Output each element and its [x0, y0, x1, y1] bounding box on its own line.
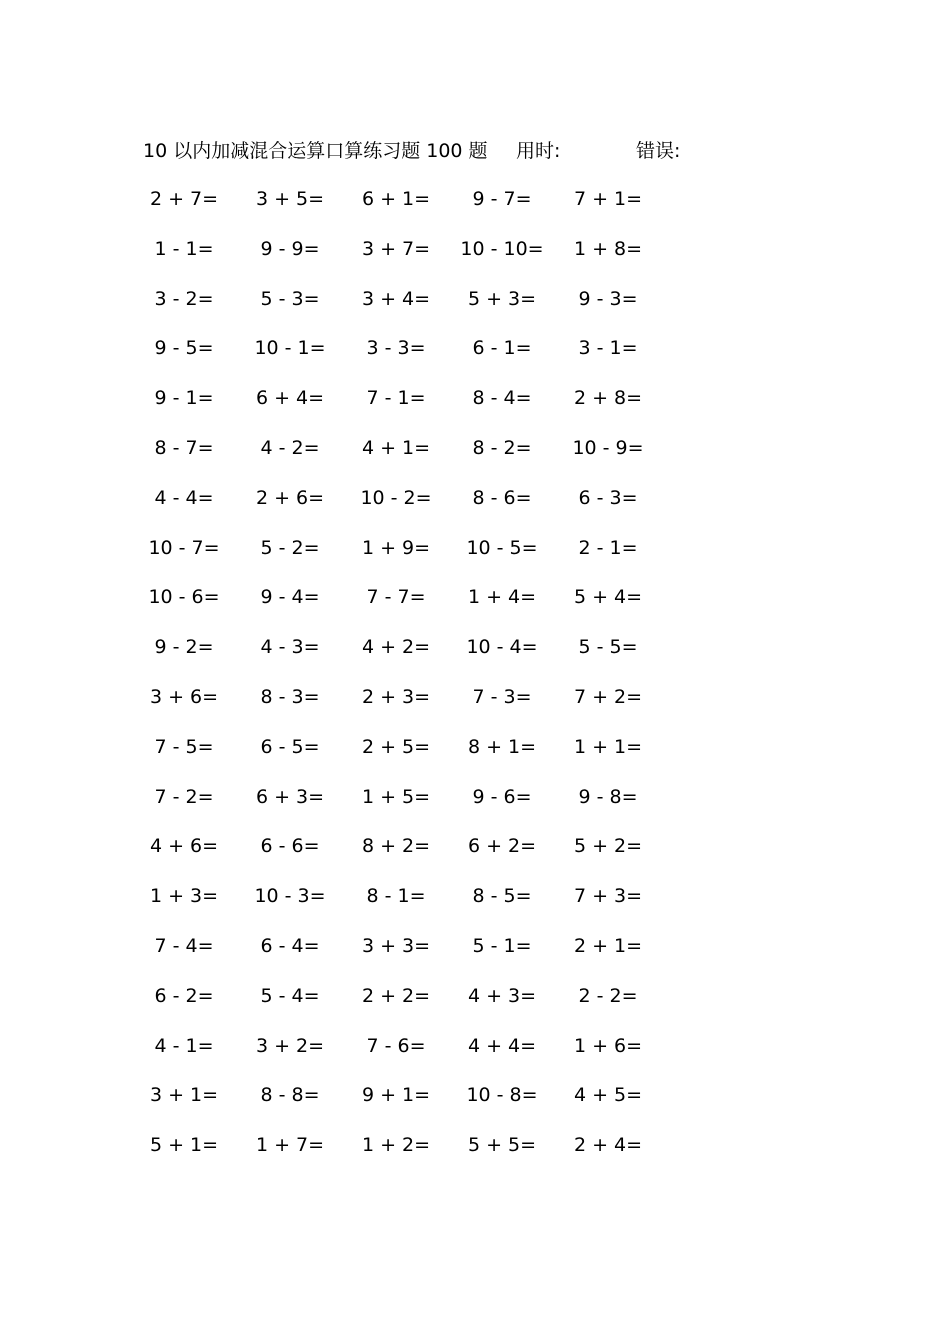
- arithmetic-problem: 5 + 1=: [149, 1134, 219, 1157]
- arithmetic-problem: 10 - 7=: [148, 536, 220, 559]
- arithmetic-problem: 6 + 2=: [467, 835, 537, 858]
- arithmetic-problem: 7 - 1=: [366, 387, 426, 410]
- arithmetic-problem: 6 - 3=: [578, 486, 638, 509]
- arithmetic-problem: 2 + 4=: [573, 1134, 643, 1157]
- arithmetic-problem: 4 - 3=: [260, 636, 320, 659]
- arithmetic-problem: 6 - 4=: [260, 935, 320, 957]
- arithmetic-problem: 10 - 1=: [254, 337, 326, 360]
- arithmetic-problem: 3 + 3=: [361, 935, 431, 957]
- arithmetic-problem: 8 + 1=: [467, 735, 537, 758]
- arithmetic-problem: 10 - 2=: [360, 486, 432, 509]
- arithmetic-problem: 9 - 6=: [472, 785, 532, 808]
- arithmetic-problem: 8 - 1=: [366, 885, 426, 908]
- arithmetic-problem: 2 - 1=: [578, 536, 638, 559]
- arithmetic-problem: 7 - 3=: [472, 686, 532, 708]
- arithmetic-problem: 4 + 3=: [467, 984, 537, 1007]
- arithmetic-problem: 4 + 5=: [573, 1084, 643, 1107]
- arithmetic-problem: 4 - 2=: [260, 437, 320, 459]
- arithmetic-problem: 1 + 4=: [467, 586, 537, 609]
- arithmetic-problem: 1 + 6=: [573, 1034, 643, 1057]
- arithmetic-problem: 7 - 2=: [154, 785, 214, 808]
- arithmetic-problem: 2 + 7=: [149, 188, 219, 210]
- arithmetic-problem: 9 - 9=: [260, 237, 320, 260]
- arithmetic-problem: 8 + 2=: [361, 835, 431, 858]
- arithmetic-problem: 6 - 2=: [154, 984, 214, 1007]
- arithmetic-problem: 10 - 8=: [466, 1084, 538, 1107]
- arithmetic-problem: 5 + 5=: [467, 1134, 537, 1157]
- arithmetic-problem: 6 + 4=: [255, 387, 325, 410]
- arithmetic-problem: 1 + 9=: [361, 536, 431, 559]
- arithmetic-problem: 3 + 2=: [255, 1034, 325, 1057]
- worksheet-title: 10 以内加减混合运算口算练习题 100 题: [143, 140, 488, 162]
- arithmetic-problem: 8 - 3=: [260, 686, 320, 708]
- arithmetic-problem: 4 - 1=: [154, 1034, 214, 1057]
- arithmetic-problem: 9 - 5=: [154, 337, 214, 360]
- arithmetic-problem: 9 - 4=: [260, 586, 320, 609]
- arithmetic-problem: 7 + 1=: [573, 188, 643, 210]
- arithmetic-problem: 2 - 2=: [578, 984, 638, 1007]
- arithmetic-problem: 5 + 2=: [573, 835, 643, 858]
- worksheet-header: [143, 136, 681, 166]
- arithmetic-problem: 4 - 4=: [154, 486, 214, 509]
- arithmetic-problem: 9 - 7=: [472, 188, 532, 210]
- arithmetic-problem: 7 - 4=: [154, 935, 214, 957]
- arithmetic-problem: 10 - 6=: [148, 586, 220, 609]
- arithmetic-problem: 5 - 3=: [260, 287, 320, 310]
- arithmetic-problem: 8 - 4=: [472, 387, 532, 410]
- arithmetic-problem: 2 + 8=: [573, 387, 643, 410]
- arithmetic-problem: 1 + 5=: [361, 785, 431, 808]
- arithmetic-problem: 3 + 7=: [361, 237, 431, 260]
- arithmetic-problem: 2 + 1=: [573, 935, 643, 957]
- arithmetic-problem: 9 - 2=: [154, 636, 214, 659]
- arithmetic-problem: 1 + 8=: [573, 237, 643, 260]
- arithmetic-problem: 10 - 9=: [572, 437, 644, 459]
- arithmetic-problem: 6 + 1=: [361, 188, 431, 210]
- arithmetic-problem: 5 + 3=: [467, 287, 537, 310]
- arithmetic-problem: 5 + 4=: [573, 586, 643, 609]
- arithmetic-problem: 5 - 1=: [472, 935, 532, 957]
- arithmetic-problem: 3 + 4=: [361, 287, 431, 310]
- arithmetic-problem: 5 - 5=: [578, 636, 638, 659]
- arithmetic-problem: 9 + 1=: [361, 1084, 431, 1107]
- arithmetic-problem: 3 + 1=: [149, 1084, 219, 1107]
- arithmetic-problem: 5 - 4=: [260, 984, 320, 1007]
- arithmetic-problem: 3 - 3=: [366, 337, 426, 360]
- arithmetic-problem: 2 + 6=: [255, 486, 325, 509]
- arithmetic-problem: 7 + 2=: [573, 686, 643, 708]
- arithmetic-problem: 7 + 3=: [573, 885, 643, 908]
- arithmetic-problem: 8 - 7=: [154, 437, 214, 459]
- arithmetic-problem: 6 - 5=: [260, 735, 320, 758]
- arithmetic-problem: 2 + 5=: [361, 735, 431, 758]
- arithmetic-problem: 10 - 4=: [466, 636, 538, 659]
- arithmetic-problem: 3 - 1=: [578, 337, 638, 360]
- arithmetic-problem: 7 - 5=: [154, 735, 214, 758]
- arithmetic-problem: 1 + 3=: [149, 885, 219, 908]
- arithmetic-problem: 8 - 5=: [472, 885, 532, 908]
- arithmetic-problem: 6 - 6=: [260, 835, 320, 858]
- arithmetic-problem: 4 + 6=: [149, 835, 219, 858]
- arithmetic-problem: 7 - 7=: [366, 586, 426, 609]
- arithmetic-problem: 1 - 1=: [154, 237, 214, 260]
- arithmetic-problem: 9 - 3=: [578, 287, 638, 310]
- time-used-label: 用时:: [516, 140, 561, 162]
- arithmetic-problem: 4 + 4=: [467, 1034, 537, 1057]
- arithmetic-problem: 1 + 7=: [255, 1134, 325, 1157]
- arithmetic-problem: 3 + 5=: [255, 188, 325, 210]
- arithmetic-problem: 4 + 1=: [361, 437, 431, 459]
- arithmetic-problem: 3 + 6=: [149, 686, 219, 708]
- arithmetic-problem: 7 - 6=: [366, 1034, 426, 1057]
- arithmetic-problem: 10 - 3=: [254, 885, 326, 908]
- arithmetic-problem: 8 - 6=: [472, 486, 532, 509]
- arithmetic-problem: 2 + 2=: [361, 984, 431, 1007]
- arithmetic-problem: 5 - 2=: [260, 536, 320, 559]
- arithmetic-problem: 1 + 1=: [573, 735, 643, 758]
- error-count-label: 错误:: [636, 140, 681, 162]
- arithmetic-problem: 4 + 2=: [361, 636, 431, 659]
- arithmetic-problem: 8 - 2=: [472, 437, 532, 459]
- arithmetic-problem: 6 - 1=: [472, 337, 532, 360]
- arithmetic-problem: 9 - 8=: [578, 785, 638, 808]
- arithmetic-problem: 10 - 5=: [466, 536, 538, 559]
- arithmetic-problem: 1 + 2=: [361, 1134, 431, 1157]
- arithmetic-problem: 3 - 2=: [154, 287, 214, 310]
- arithmetic-problem: 6 + 3=: [255, 785, 325, 808]
- arithmetic-problem: 10 - 10=: [460, 237, 544, 260]
- arithmetic-problem: 2 + 3=: [361, 686, 431, 708]
- arithmetic-problem: 9 - 1=: [154, 387, 214, 410]
- arithmetic-problem: 8 - 8=: [260, 1084, 320, 1107]
